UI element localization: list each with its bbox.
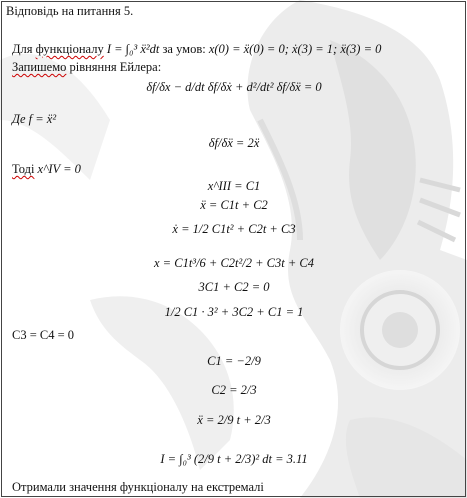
eq-first-derivative: ẋ = 1/2 C1t² + C2t + C3 [172,222,296,236]
prefix-text: Для [12,42,33,56]
euler-equation: δf/δx − d/dt δf/δẋ + d²/dt² δf/δẍ = 0 [146,80,322,94]
c2-value: C2 = 2/3 [211,383,257,397]
euler-intro-rest: рівняння Ейлера: [69,60,162,74]
eq-third-derivative: x^III = C1 [207,179,261,193]
answer-heading: Відповідь на питання 5. [6,4,134,18]
c1-value: C1 = −2/9 [207,354,261,368]
boundary-conditions: x(0) = ẍ(0) = 0; ẋ(3) = 1; ẍ(3) = 0 [208,42,382,56]
euler-intro-word: Запишемо [12,60,67,74]
then-word: Тоді [12,162,35,176]
where-line: Де f = ẍ² [12,112,57,126]
derivative-equation: δf/δẍ = 2ẍ [208,136,260,150]
euler-intro [12,61,161,74]
functional-word: функціоналу [35,42,104,56]
eq-solution: x = C1t³/6 + C2t²/2 + C3t + C4 [154,256,314,270]
eq-second-derivative: ẍ = C1t + C2 [200,198,268,212]
c3-c4-line: C3 = C4 = 0 [12,328,75,342]
fourth-derivative: x^IV = 0 [37,162,81,176]
problem-statement [12,43,381,56]
conditions-label: за умов: [162,42,206,56]
conclusion-line: Отримали значення функціоналу на екстремалі [12,480,264,494]
eq-condition-2: 1/2 C1 · 3² + 3C2 + C1 = 1 [164,305,304,319]
integral-result: I = ∫₀³ (2/9 t + 2/3)² dt = 3.11 [160,452,308,466]
eq-condition-1: 3C1 + C2 = 0 [198,280,270,294]
then-line [12,163,81,176]
xdd-final: ẍ = 2/9 t + 2/3 [197,413,271,427]
functional-integral: I = ∫₀³ ẍ²dt [106,42,160,56]
